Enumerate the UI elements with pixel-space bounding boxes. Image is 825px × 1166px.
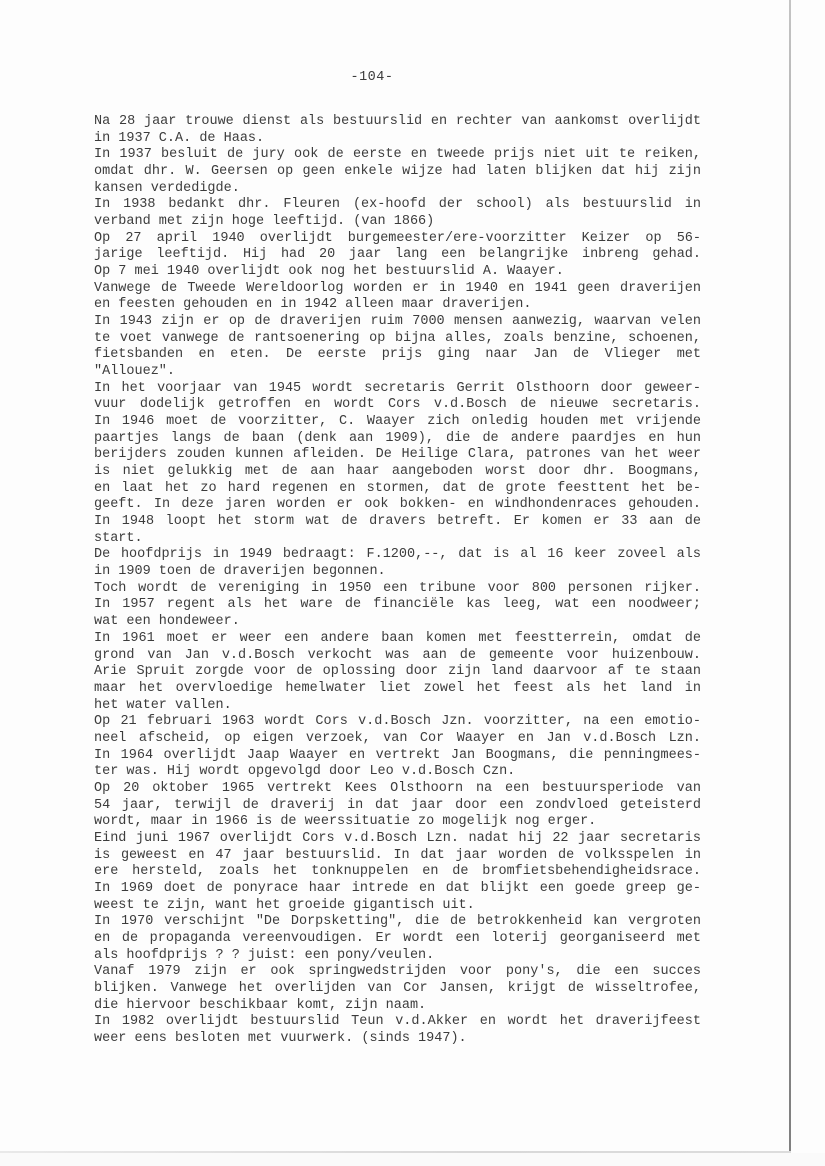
text-line: blijken. Vanwege het overlijden van Cor Jansen, krijgt de wisseltrofee, xyxy=(94,980,701,996)
text-line: kansen verdedigde. xyxy=(94,180,240,196)
text-line: weest te zijn, want het groeide gigantisch uit. xyxy=(94,897,475,913)
text-line: In 1957 regent als het ware de financiële kas leeg, wat een noodweer; xyxy=(94,597,701,613)
text-line: vuur dodelijk getroffen en wordt Cors v.d.Bosch de nieuwe secretaris. xyxy=(94,397,701,413)
text-line: en feesten gehouden en in 1942 alleen maar draverijen. xyxy=(94,297,532,313)
text-line: In 1937 besluit de jury ook de eerste en tweede prijs niet uit te reiken, xyxy=(94,147,701,163)
text-line: start. xyxy=(94,530,143,546)
text-line: wat een hondeweer. xyxy=(94,614,240,630)
text-line: In 1938 bedankt dhr. Fleuren (ex-hoofd der school) als bestuurslid in xyxy=(94,197,701,213)
text-line: Arie Spruit zorgde voor de oplossing door zijn land daarvoor af te staan xyxy=(94,664,701,680)
text-line: is geweest en 47 jaar bestuurslid. In dat jaar worden de volksspelen in xyxy=(94,847,701,863)
text-line: geeft. In deze jaren worden er ook bokken- en windhondenraces gehouden. xyxy=(94,497,701,513)
text-line: te voet vanwege de rantsoenering op bijna alles, zoals benzine, schoenen, xyxy=(94,330,701,346)
text-line: ter was. Hij wordt opgevolgd door Leo v.d.Bosch Czn. xyxy=(94,764,516,780)
text-line: In 1969 doet de ponyrace haar intrede en dat blijkt een goede greep ge- xyxy=(94,880,701,896)
page-number: -104- xyxy=(350,70,394,85)
text-line: in 1909 toen de draverijen begonnen. xyxy=(94,564,386,580)
text-line: die hiervoor beschikbaar komt, zijn naam. xyxy=(94,997,427,1013)
text-line: In het voorjaar van 1945 wordt secretaris Gerrit Olsthoorn door geweer- xyxy=(94,380,701,396)
text-line: Op 27 april 1940 overlijdt burgemeester/ere-voorzitter Keizer op 56- xyxy=(94,230,701,246)
text-line: omdat dhr. W. Geersen op geen enkele wijze had laten blijken dat hij zijn xyxy=(94,164,701,180)
text-line: weer eens besloten met vuurwerk. (sinds 1947). xyxy=(94,1030,467,1046)
text-line: In 1948 loopt het storm wat de dravers betreft. Er komen er 33 aan de xyxy=(94,514,701,530)
text-line: ere hersteld, zoals het tonknuppelen en de bromfietsbehendigheidsrace. xyxy=(94,864,701,880)
scan-edge-vertical-line xyxy=(789,0,791,1152)
text-line: maar het overvloedige hemelwater liet zowel het feest als het land in xyxy=(94,680,701,696)
text-line: In 1946 moet de voorzitter, C. Waayer zich onledig houden met vrijende xyxy=(94,414,701,430)
text-line: en laat het zo hard regenen en stormen, dat de grote feesttent het be- xyxy=(94,480,701,496)
text-line: In 1961 moet er weer een andere baan komen met feestterrein, omdat de xyxy=(94,630,701,646)
text-line: wordt, maar in 1966 is de weerssituatie zo mogelijk nog erger. xyxy=(94,814,597,830)
text-line: in 1937 C.A. de Haas. xyxy=(94,130,265,146)
text-line: Op 20 oktober 1965 vertrekt Kees Olsthoorn na een bestuursperiode van xyxy=(94,780,701,796)
text-line: 54 jaar, terwijl de draverij in dat jaar door een zondvloed geteisterd xyxy=(94,797,701,813)
text-line: In 1964 overlijdt Jaap Waayer en vertrekt Jan Boogmans, die penningmees- xyxy=(94,747,701,763)
text-line: "Allouez". xyxy=(94,364,176,380)
text-line: als hoofdprijs ? ? juist: een pony/veulen. xyxy=(94,947,435,963)
text-line: Vanwege de Tweede Wereldoorlog worden er in 1940 en 1941 geen draverijen xyxy=(94,280,701,296)
text-line: en de propaganda vereenvoudigen. Er wordt een loterij georganiseerd met xyxy=(94,930,701,946)
text-line: Vanaf 1979 zijn er ook springwedstrijden voor pony's, die een succes xyxy=(94,964,701,980)
text-line: Op 7 mei 1940 overlijdt ook nog het bestuurslid A. Waayer. xyxy=(94,264,564,280)
text-line: grond van Jan v.d.Bosch verkocht was aan de gemeente voor huizenbouw. xyxy=(94,647,701,663)
text-line: Eind juni 1967 overlijdt Cors v.d.Bosch Lzn. nadat hij 22 jaar secretaris xyxy=(94,830,701,846)
text-line: fietsbanden en eten. De eerste prijs ging naar Jan de Vlieger met xyxy=(94,347,701,363)
text-line: In 1982 overlijdt bestuurslid Teun v.d.Akker en wordt het draverijfeest xyxy=(94,1014,701,1030)
text-line: Na 28 jaar trouwe dienst als bestuurslid en rechter van aankomst overlijdt xyxy=(94,114,701,129)
text-line: verband met zijn hoge leeftijd. (van 1866) xyxy=(94,214,435,230)
text-line: het water vallen. xyxy=(94,697,232,713)
text-line: is niet gelukkig met de aan haar aangeboden worst door dhr. Boogmans, xyxy=(94,464,701,480)
text-line: berijders zouden kunnen afleiden. De Heilige Clara, patrones van het weer xyxy=(94,447,701,463)
text-line: Toch wordt de vereniging in 1950 een tribune voor 800 personen rijker. xyxy=(94,580,701,596)
body-text xyxy=(94,114,701,1048)
text-line: Op 21 februari 1963 wordt Cors v.d.Bosch Jzn. voorzitter, na een emotio- xyxy=(94,714,701,730)
text-line: paartjes langs de baan (denk aan 1909), die de andere paardjes en hun xyxy=(94,430,701,446)
text-line: De hoofdprijs in 1949 bedraagt: F.1200,--, dat is al 16 keer zoveel als xyxy=(94,547,701,563)
text-line: neel afscheid, op eigen verzoek, van Cor Waayer en Jan v.d.Bosch Lzn. xyxy=(94,730,701,746)
scan-bottom-margin xyxy=(0,1153,825,1166)
text-line: In 1970 verschijnt "De Dorpsketting", die de betrokkenheid kan vergroten xyxy=(94,914,701,930)
text-line: In 1943 zijn er op de draverijen ruim 7000 mensen aanwezig, waarvan velen xyxy=(94,314,701,330)
text-line: jarige leeftijd. Hij had 20 jaar lang een belangrijke inbreng gehad. xyxy=(94,247,701,263)
